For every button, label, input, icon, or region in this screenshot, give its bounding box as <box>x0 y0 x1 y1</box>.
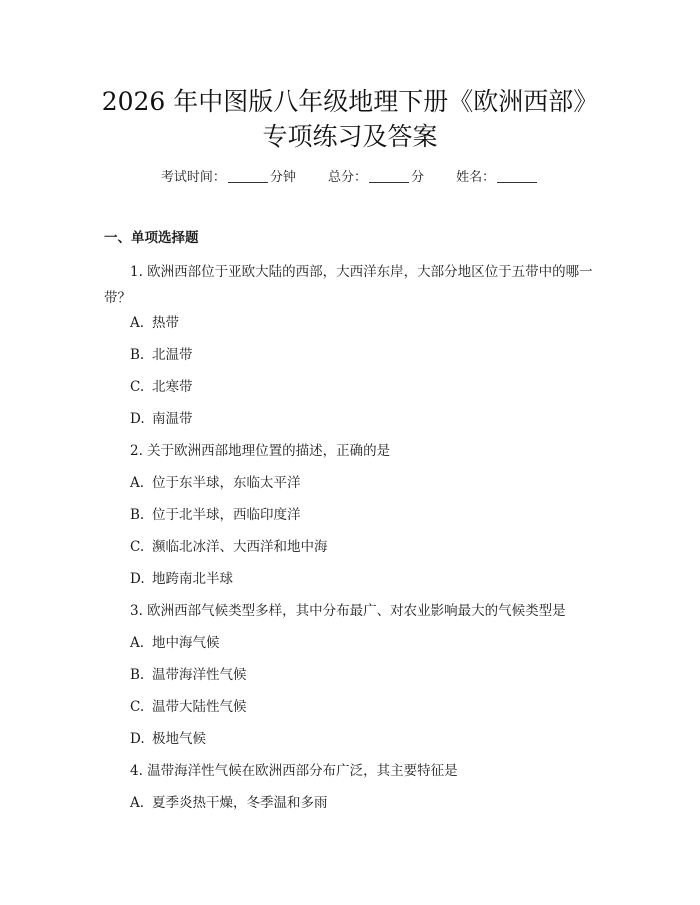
option-letter: D. <box>130 731 145 747</box>
section-heading: 一、单项选择题 <box>104 230 199 246</box>
student-name-blank <box>497 168 537 183</box>
question-2-option-b <box>130 505 301 525</box>
option-text: 温带海洋性气候 <box>152 667 247 683</box>
exam-time-unit: 分钟 <box>269 170 296 185</box>
option-text: 夏季炎热干燥，冬季温和多雨 <box>152 795 328 811</box>
option-letter: B. <box>130 347 145 363</box>
option-text: 位于东半球，东临太平洋 <box>152 475 301 491</box>
question-2-option-c <box>130 537 328 557</box>
option-letter: A. <box>130 795 145 811</box>
question-1-option-d <box>130 409 193 429</box>
exam-info-row <box>0 168 700 188</box>
option-letter: C. <box>130 699 145 715</box>
question-2-option-a <box>130 473 301 493</box>
question-3-option-c <box>130 697 247 717</box>
option-letter: A. <box>130 315 145 331</box>
question-1-option-b <box>130 345 193 365</box>
total-score-unit: 分 <box>411 170 425 185</box>
student-name-field <box>456 168 539 188</box>
exam-time-field <box>161 168 296 188</box>
question-2: 2. 关于欧洲西部地理位置的描述，正确的是 <box>130 443 391 459</box>
question-2-option-d <box>130 569 233 589</box>
student-name-label: 姓名： <box>456 170 496 185</box>
total-score-label: 总分： <box>327 170 367 185</box>
option-letter: B. <box>130 507 145 523</box>
question-3-option-d <box>130 729 206 749</box>
question-1-option-c <box>130 377 193 397</box>
question-3-option-a <box>130 633 220 653</box>
question-3-option-b <box>130 665 247 685</box>
option-text: 热带 <box>152 315 179 331</box>
option-letter: B. <box>130 667 145 683</box>
option-text: 地跨南北半球 <box>152 571 233 587</box>
option-text: 极地气候 <box>152 731 206 747</box>
exam-time-label: 考试时间： <box>160 170 226 185</box>
option-text: 濒临北冰洋、大西洋和地中海 <box>152 539 328 555</box>
option-letter: C. <box>130 539 145 555</box>
option-text: 温带大陆性气候 <box>152 699 247 715</box>
option-letter: A. <box>130 635 145 651</box>
question-1: 1. 欧洲西部位于亚欧大陆的西部，大西洋东岸，大部分地区位于五带中的哪一带？ <box>104 264 593 306</box>
document-title-line-1: 2026 年中图版八年级地理下册《欧洲西部》 <box>101 87 599 116</box>
total-score-blank <box>369 168 409 183</box>
option-text: 南温带 <box>152 411 193 427</box>
option-text: 地中海气候 <box>152 635 220 651</box>
exam-time-blank <box>228 168 268 183</box>
option-text: 位于北半球，西临印度洋 <box>152 507 301 523</box>
document-title-line-2: 专项练习及答案 <box>262 122 438 151</box>
option-text: 北温带 <box>152 347 193 363</box>
question-4-option-a <box>130 793 328 813</box>
option-letter: D. <box>130 411 145 427</box>
option-letter: A. <box>130 475 145 491</box>
question-3: 3. 欧洲西部气候类型多样，其中分布最广、对农业影响最大的气候类型是 <box>130 603 566 619</box>
question-4: 4. 温带海洋性气候在欧洲西部分布广泛，其主要特征是 <box>130 763 458 779</box>
option-letter: D. <box>130 571 145 587</box>
total-score-field <box>328 168 424 188</box>
option-letter: C. <box>130 379 145 395</box>
option-text: 北寒带 <box>152 379 193 395</box>
question-1-option-a <box>130 313 179 333</box>
